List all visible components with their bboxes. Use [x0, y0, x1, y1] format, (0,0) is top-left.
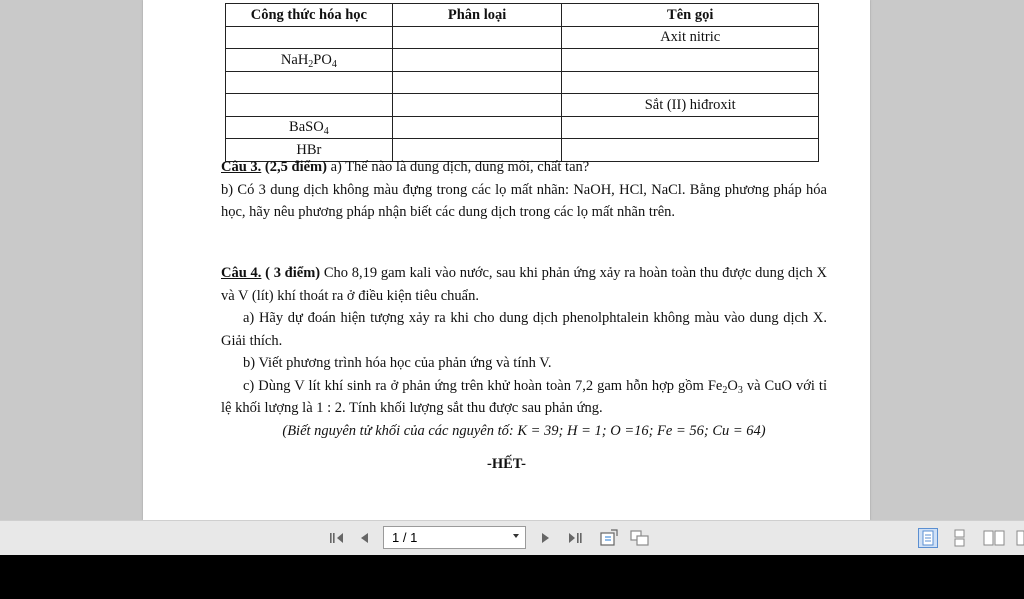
cell-formula: $NaH_2PO_4$: [226, 49, 393, 72]
cell-formula: [226, 71, 393, 94]
arrow-left-icon[interactable]: [354, 527, 374, 549]
header-formula: Công thức hóa học: [226, 4, 393, 27]
cell-name: [562, 116, 819, 139]
table-row: [226, 71, 819, 94]
question-3-label: Câu 3.: [221, 159, 262, 175]
table-row: [226, 94, 819, 117]
fit-page-icon[interactable]: [628, 527, 652, 549]
question-3-part-a: Câu 3. (2,5 điểm) a) Thế nào là dung dịch, dung môi, chất tan?: [221, 159, 590, 175]
cell-type: [392, 116, 562, 139]
cell-type: [392, 26, 562, 49]
document-page: [143, 0, 870, 520]
chevron-down-icon: [513, 534, 519, 538]
question-3-part-b: b) Có 3 dung dịch không màu đựng trong các lọ mất nhãn: NaOH, HCl, NaCl. Bằng phương pháp hóa học, hãy nêu phương pháp nhận biết các dung dịch trong các lọ mất nhãn trên.: [221, 181, 827, 220]
continuous-view-icon[interactable]: [950, 528, 970, 548]
end-mark: -HẾT-: [487, 456, 526, 472]
table-row: [226, 116, 819, 139]
table-header-row: [226, 4, 819, 27]
two-page-view-icon[interactable]: [982, 528, 1008, 548]
question-4-intro: Câu 4. ( 3 điểm) Cho 8,19 gam kali vào nước, sau khi phản ứng xảy ra hoàn toàn thu được dung dịch X và V (lít) khí thoát ra ở điều kiện tiêu chuẩn.: [221, 265, 827, 304]
single-page-view-icon[interactable]: [918, 528, 938, 548]
cell-formula: BaSO$_4$: [226, 116, 393, 139]
cell-name: [562, 49, 819, 72]
question-3: [221, 156, 827, 224]
cell-formula: HBr: [226, 139, 393, 162]
question-4-label: Câu 4.: [221, 265, 262, 281]
question-4-part-c: c) Dùng V lít khí sinh ra ở phản ứng trên khử hoàn toàn 7,2 gam hỗn hợp gồm $Fe_2O_3$ và CuO với tỉ lệ khối lượng là 1 : 2. Tính khối lượng sắt thu được sau phản ứng.: [221, 377, 827, 416]
cell-formula: [226, 94, 393, 117]
viewer-toolbar: [0, 520, 1024, 555]
cell-formula: [226, 26, 393, 49]
header-name: Tên gọi: [562, 4, 819, 27]
cell-name: Sắt (II) hiđroxit: [562, 94, 819, 117]
cell-name: [562, 71, 819, 94]
page-number-select[interactable]: 1 / 1: [383, 526, 526, 549]
question-3-points: (2,5 điểm): [264, 159, 327, 175]
question-4-points: ( 3 điểm): [261, 265, 321, 281]
arrow-right-icon[interactable]: [536, 527, 556, 549]
more-view-icon[interactable]: [1015, 528, 1024, 548]
question-4: [221, 262, 827, 442]
question-4-part-a: a) Hãy dự đoán hiện tượng xảy ra khi cho dung dịch phenolphtalein không màu vào dung dịch X. Giải thích.: [221, 310, 827, 349]
table-row: [226, 26, 819, 49]
rotate-page-icon[interactable]: [598, 527, 622, 549]
skip-back-icon[interactable]: [326, 527, 348, 549]
cell-type: [392, 94, 562, 117]
formula-table: [225, 3, 819, 162]
question-4-part-b: b) Viết phương trình hóa học của phản ứng và tính V.: [243, 355, 552, 371]
atomic-mass-note: (Biết nguyên tử khối của các nguyên tố: K = 39; H = 1; O =16; Fe = 56; Cu = 64): [282, 422, 766, 439]
skip-forward-icon[interactable]: [564, 527, 586, 549]
cell-type: [392, 49, 562, 72]
letterbox-bar: [0, 555, 1024, 599]
cell-name: Axit nitric: [562, 26, 819, 49]
table-row: [226, 49, 819, 72]
header-type: Phân loại: [392, 4, 562, 27]
cell-type: [392, 71, 562, 94]
